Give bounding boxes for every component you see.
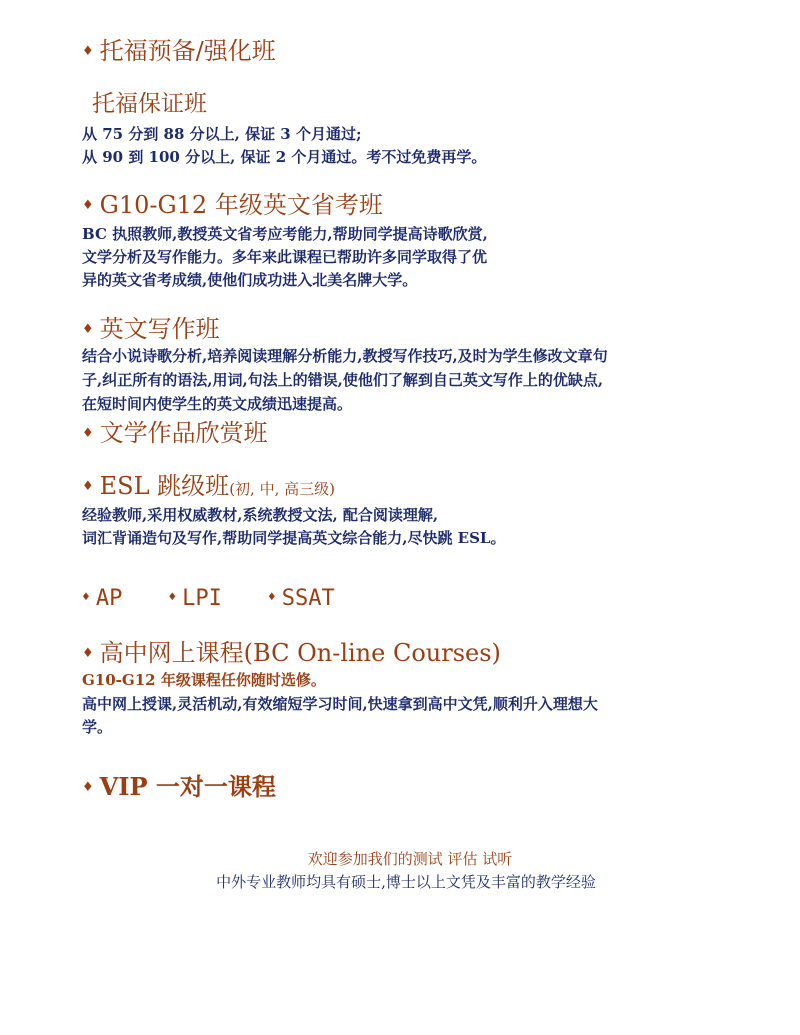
toefl-guarantee-line-1: 从 75 分到 88 分以上, 保证 3 个月通过; — [82, 125, 362, 143]
writing-class-line-1: 结合小说诗歌分析,培养阅读理解分析能力,教授写作技巧,及时为学生修改文章句 — [82, 347, 608, 365]
diamond-bullet-icon: ♦ — [82, 426, 94, 441]
footer-teachers: 中外专业教师均具有硕士,博士以上文凭及丰富的教学经验 — [216, 873, 596, 891]
diamond-bullet-icon: ♦ — [82, 322, 94, 337]
literature-class-heading — [82, 418, 268, 453]
esl-class-line-1: 经验教师,采用权威教材,系统教授文法, 配合阅读理解, — [82, 506, 439, 524]
writing-class-heading — [82, 314, 220, 349]
online-courses-title: 高中网上课程(BC On-line Courses) — [99, 639, 501, 667]
toefl-prep-heading — [82, 36, 276, 71]
diamond-bullet-icon: ♦ — [82, 646, 94, 661]
online-courses-line-2: 学。 — [82, 718, 113, 736]
vip-course-heading — [82, 772, 276, 807]
diamond-bullet-icon: ♦ — [168, 590, 177, 605]
toefl-guarantee-line-2: 从 90 到 100 分以上, 保证 2 个月通过。考不过免费再学。 — [82, 148, 487, 166]
esl-class-levels: (初, 中, 高三级) — [229, 480, 335, 498]
ssat-item — [268, 584, 335, 617]
diamond-bullet-icon: ♦ — [82, 44, 94, 59]
online-courses-highlight: G10-G12 年级课程任你随时选修。 — [82, 671, 326, 689]
lpi-item — [168, 584, 222, 617]
writing-class-line-2: 子,纠正所有的语法,用词,句法上的错误,使他们了解到自己英文写作上的优缺点, — [82, 371, 604, 389]
ap-label: AP — [95, 586, 123, 611]
diamond-bullet-icon: ♦ — [82, 780, 94, 795]
test-prep-row — [82, 584, 381, 617]
writing-class-line-3: 在短时间内使学生的英文成绩迅速提高。 — [82, 395, 353, 413]
esl-class-title: ESL 跳级班 — [99, 472, 230, 500]
toefl-prep-title: 托福预备/强化班 — [99, 37, 276, 65]
literature-class-title: 文学作品欣赏班 — [99, 419, 268, 447]
esl-class-line-2: 词汇背诵造句及写作,帮助同学提高英文综合能力,尽快跳 ESL。 — [82, 529, 506, 547]
provincial-exam-title: G10-G12 年级英文省考班 — [99, 191, 383, 219]
diamond-bullet-icon: ♦ — [82, 198, 94, 213]
lpi-label: LPI — [182, 586, 222, 611]
diamond-bullet-icon: ♦ — [82, 479, 94, 494]
writing-class-title: 英文写作班 — [99, 315, 220, 343]
provincial-exam-line-2: 文学分析及写作能力。多年来此课程已帮助许多同学取得了优 — [82, 248, 488, 266]
ssat-label: SSAT — [281, 586, 335, 611]
esl-class-heading — [82, 471, 335, 506]
online-courses-heading — [82, 638, 501, 673]
footer-invitation: 欢迎参加我们的测试 评估 试听 — [307, 850, 513, 868]
vip-course-title: VIP 一对一课程 — [99, 772, 276, 801]
provincial-exam-line-3: 异的英文省考成绩,使他们成功进入北美名牌大学。 — [82, 271, 418, 289]
provincial-exam-heading — [82, 190, 383, 225]
diamond-bullet-icon: ♦ — [82, 590, 90, 605]
diamond-bullet-icon: ♦ — [267, 590, 276, 605]
toefl-guarantee-heading: 托福保证班 — [92, 91, 207, 117]
provincial-exam-line-1: BC 执照教师,教授英文省考应考能力,帮助同学提高诗歌欣赏, — [82, 225, 488, 243]
ap-item — [82, 584, 122, 617]
online-courses-line-1: 高中网上授课,灵活机动,有效缩短学习时间,快速拿到高中文凭,顺利升入理想大 — [82, 695, 598, 713]
